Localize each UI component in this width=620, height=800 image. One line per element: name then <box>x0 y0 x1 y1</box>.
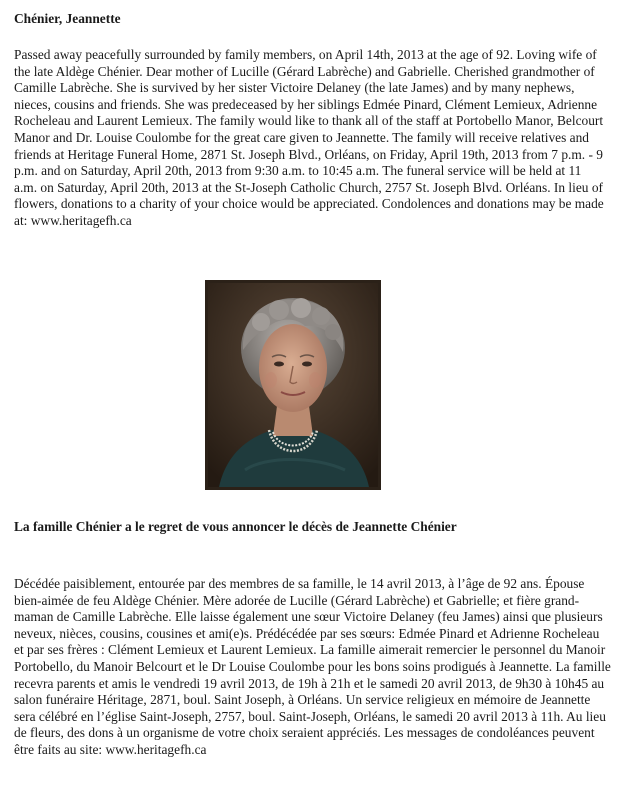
portrait-photo-icon <box>205 280 381 490</box>
english-obituary-text: Passed away peacefully surrounded by family members, on April 14th, 2013 at the age of 92. Loving wife of the late Aldège Chénier. Dear mother of Lucille (Gérard Labrèche) and Gabrielle. Cherished grandmother of Camille Labrèche. She is survived by her sister Victoire Delaney (the late James) and by many nephews, nieces, cousins and friends. She was predeceased by her siblings Edmée Pinard, Clément Lemieux, Adrienne Rocheleau and Laurent Lemieux. The family would like to thank all of the staff at Portobello Manor, Belcourt Manor and Dr. Louise Coulombe for the great care given to Jeannette. The family will receive relatives and friends at Heritage Funeral Home, 2871 St. Joseph Blvd., Orléans, on Friday, April 19th, 2013 from 7 p.m. - 9 p.m. and on Saturday, April 20th, 2013 from 9:30 a.m. to 10:45 a.m. The funeral service will be held at 11 a.m. on Saturday, April 20th, 2013 at the St-Joseph Catholic Church, 2757 St. Joseph Blvd. Orléans. In lieu of flowers, donations to a charity of your choice would be appreciated. Condolences and donations may be made at: www.heritagefh.ca <box>14 47 604 228</box>
portrait-photo <box>205 280 381 490</box>
english-title: Chénier, Jeannette <box>14 11 121 26</box>
french-title: La famille Chénier a le regret de vous annoncer le décès de Jeannette Chénier <box>14 519 457 534</box>
french-obituary-text: Décédée paisiblement, entourée par des membres de sa famille, le 14 avril 2013, à l’âge de 92 ans. Épouse bien-aimée de feu Aldège Chénier. Mère adorée de Lucille (Gérard Labrèche) et Gabrielle; et fière grand-maman de Camille Labrèche. Elle laisse également une sœur Victoire Delaney (feu James) ainsi que plusieurs neveux, nièces, cousins, cousines et ami(e)s. Prédécédée par ses sœurs: Edmée Pinard et Adrienne Rocheleau et par ses frères : Clément Lemieux et Laurent Lemieux. La famille aimerait remercier le personnel du Manoir Portobello, du Manoir Belcourt et le Dr Louise Coulombe pour les bons soins prodigués à Jeannette. La famille recevra parents et amis le vendredi 19 avril 2013, de 19h à 21h et le samedi 20 avril 2013, de 9h30 à 10h45 au salon funéraire Héritage, 2871, boul. Saint Joseph, à Orléans. Un service religieux en mémoire de Jeannette sera célébré en l’église Saint-Joseph, 2757, boul. Saint-Joseph, Orléans, le samedi 20 avril 2013 à 11h. Au lieu de fleurs, des dons à un organisme de votre choix seraient appréciés. Les messages de condoléances peuvent être faits au site: www.heritagefh.ca <box>14 576 611 757</box>
